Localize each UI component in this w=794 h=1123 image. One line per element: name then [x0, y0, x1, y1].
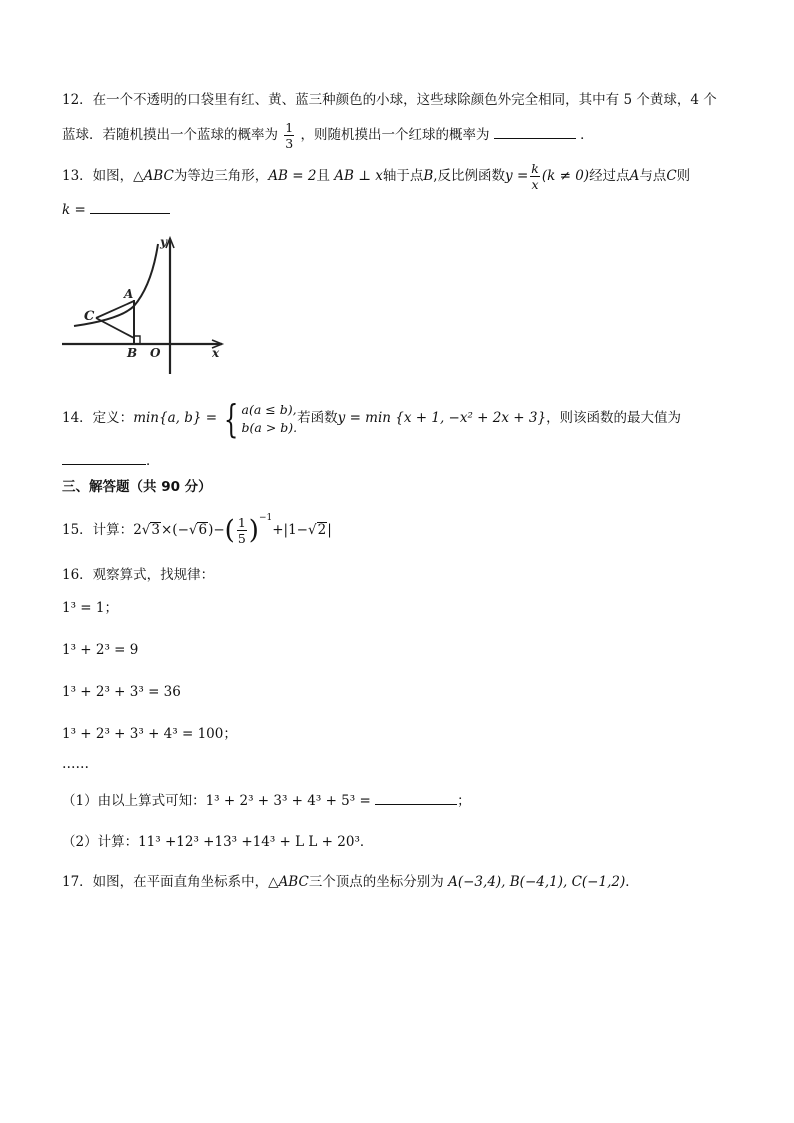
q13-t2: 且 [316, 168, 330, 184]
q13-k-eq: k = [62, 202, 86, 218]
q13-line2 [62, 199, 170, 220]
q13-frac-num: k [531, 161, 539, 176]
q13-t6: 与点 [639, 168, 667, 184]
q13-t1: 为等边三角形， [173, 168, 269, 184]
q16-eq1-text: 1³ = 1； [62, 600, 118, 616]
q13-frac-den: x [531, 177, 539, 192]
q15-paren-close: ) [248, 515, 259, 546]
q14-t2: ，则该函数的最大值为 [546, 410, 682, 426]
triangle-side-cb [96, 318, 134, 338]
q16-eq2-text: 1³ + 2³ = 9 [62, 642, 139, 658]
q15-fraction [237, 515, 247, 546]
q16-p1-end: ； [457, 793, 471, 809]
q13-yeq: y = [505, 168, 529, 184]
q15-t2: ×(− [160, 522, 189, 538]
q15-t4: +|1− [272, 522, 308, 538]
q14-t1: 若函数 [297, 410, 338, 426]
q15-frac-num: 1 [237, 515, 246, 530]
q14-cases [242, 401, 298, 437]
q12-answer-blank[interactable] [494, 124, 576, 139]
q13-a: A [629, 168, 640, 184]
q17-t1: 三个顶点的坐标分别为 [308, 874, 444, 890]
q16-eq1 [62, 598, 118, 618]
q14-func: y = min {x + 1, −x² + 2x + 3} [337, 410, 547, 426]
q15-paren-open: ( [224, 515, 235, 546]
q16-p1-answer-blank[interactable] [375, 790, 457, 805]
q15-t3: )− [208, 522, 225, 538]
q14-case2: b(a > b). [241, 419, 298, 435]
q12-line2 [62, 118, 594, 152]
q14-line2 [62, 450, 160, 471]
q13-figure [62, 234, 230, 380]
label-a: A [124, 287, 134, 301]
q13-t7: 则 [676, 168, 691, 184]
q16-p1-eq: 1³ + 2³ + 3³ + 4³ + 5³ = [205, 793, 371, 809]
q16-p2-end: ． [359, 834, 374, 850]
q17-abc: ABC [278, 874, 309, 890]
q14-min-ab: min{a, b} = [133, 410, 218, 426]
q15-r2: 6 [198, 522, 208, 538]
q12-fraction [284, 120, 294, 151]
label-y: y [160, 235, 167, 249]
q16-p1-pre: （1）由以上算式可知： [62, 793, 206, 809]
q16-dots-text: …… [62, 756, 89, 772]
section3-heading [62, 477, 212, 497]
q15-pre: 15．计算： [62, 522, 134, 538]
q14-brace: { [224, 396, 239, 441]
q15-t5: | [327, 522, 332, 538]
q16-p2-eq: 11³ +12³ +13³ +14³ + L L + 20³ [138, 834, 360, 850]
q14-case1: a(a ≤ b), [241, 401, 297, 417]
label-o: O [150, 346, 161, 360]
q15-frac-den: 5 [237, 531, 246, 546]
q15-line: 15．计算：2√3×(−√6)−( $\frac{1}{5}$ )$^{-1}$+|1−√2| [62, 513, 332, 546]
q17-pre: 17．如图，在平面直角坐标系中，△ [62, 874, 279, 890]
q14-line1 [62, 396, 681, 440]
q13-cond: (k ≠ 0) [541, 168, 590, 184]
q12-text2: 蓝球．若随机摸出一个蓝球的概率为 [62, 127, 278, 143]
q15-exp: −1 [258, 513, 273, 523]
q15-r1: 3 [151, 522, 160, 538]
q13-b: B [423, 168, 434, 184]
q16-eq2 [62, 640, 138, 660]
q12-text3: ，则随机摸出一个红球的概率为 [300, 127, 490, 143]
q13-t5: 经过点 [589, 168, 630, 184]
q16-eq3 [62, 682, 181, 702]
q17-coords: A(−3,4), B(−4,1), C(−1,2) [448, 874, 626, 890]
q13-line1 [62, 158, 690, 194]
q13-c: C [666, 168, 677, 184]
label-b: B [127, 346, 138, 360]
q16-intro [62, 565, 214, 585]
q16-intro-text: 16．观察算式，找规律： [62, 567, 215, 583]
q12-end: ． [580, 127, 594, 143]
q15-t1: 2 [133, 522, 142, 538]
q12-frac-num: 1 [285, 120, 294, 135]
q14-end: ． [146, 453, 160, 469]
section3-title: 三、解答题（共 90 分） [62, 479, 212, 495]
q17-line [62, 872, 639, 892]
q16-part1 [62, 790, 471, 811]
q13-abc: ABC [143, 168, 174, 184]
q16-eq4 [62, 724, 237, 744]
q14-pre: 14．定义： [62, 410, 134, 426]
q16-eq4-text: 1³ + 2³ + 3³ + 4³ = 100； [62, 726, 237, 742]
q13-fraction [530, 161, 540, 192]
label-x: x [212, 346, 220, 360]
q15-r3: 2 [317, 522, 327, 538]
q13-t4: ,反比例函数 [433, 168, 506, 184]
q13-t3: 轴于点 [382, 168, 424, 184]
q12-frac-den: 3 [285, 136, 294, 151]
q14-piecewise [221, 396, 298, 441]
q12-line1 [62, 90, 717, 110]
q16-part2 [62, 832, 373, 852]
q13-answer-blank[interactable] [90, 199, 170, 214]
q16-eq3-text: 1³ + 2³ + 3³ = 36 [62, 684, 181, 700]
q17-end: ． [625, 874, 639, 890]
q16-p2-pre: （2）计算： [62, 834, 139, 850]
q13-pre: 13．如图，△ [62, 168, 144, 184]
q12-text1: 12．在一个不透明的口袋里有红、黄、蓝三种颜色的小球，这些球除颜色外完全相同，其中有 5 个黄球，4 个 [62, 92, 717, 108]
q14-answer-blank[interactable] [62, 450, 146, 465]
q13-perp: AB ⊥ x [334, 168, 383, 184]
label-c: C [84, 309, 95, 324]
q13-ab2: AB = 2 [268, 168, 317, 184]
q16-dots [62, 754, 89, 774]
